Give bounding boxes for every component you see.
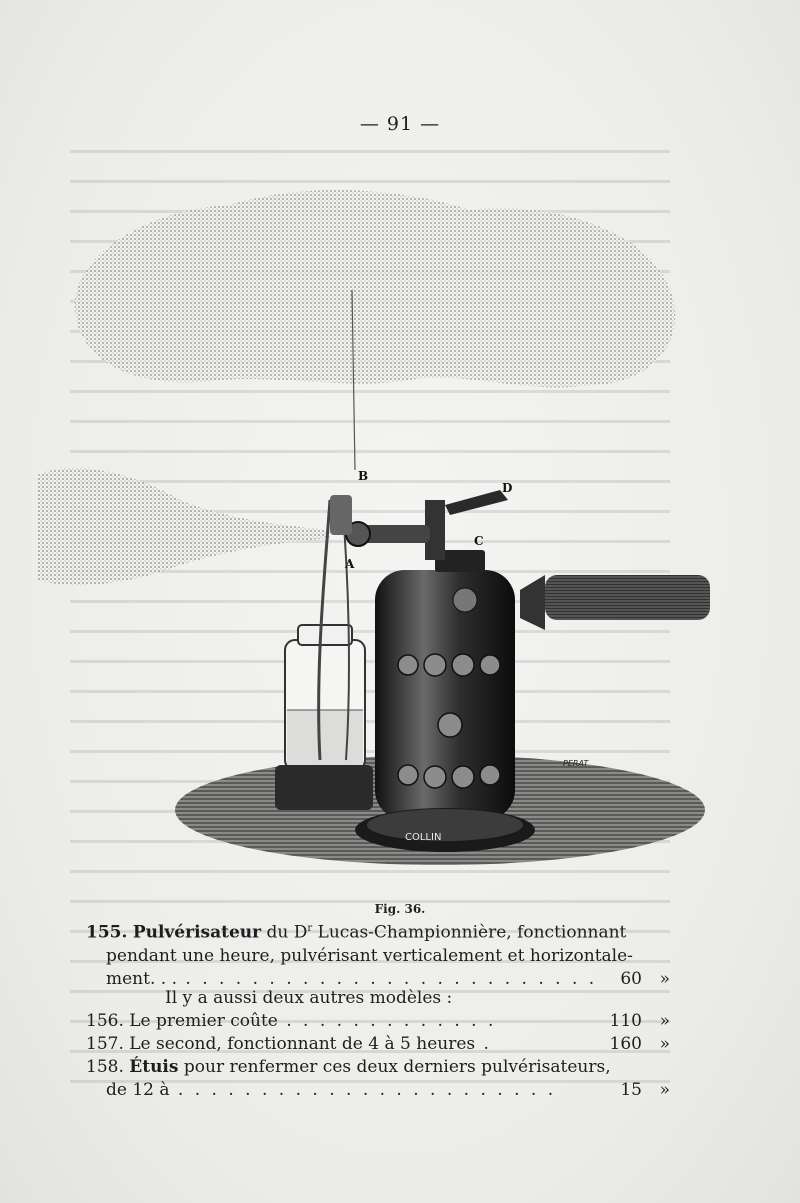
list-item: 158. Étuis pour renfermer ces deux derniers pulvérisateurs, — [86, 1057, 611, 1077]
also-text: Il y a aussi deux autres modèles : — [165, 988, 453, 1008]
list-item: 157. Le second, fonctionnant de 4 à 5 heures . 160 » — [86, 1034, 670, 1054]
page-number: — 91 — — [359, 113, 441, 135]
entry-price-row: ment. . . . . . . . . . . . . . . . . . . . . . . . . . . . 60 » — [106, 968, 670, 989]
entry-text-line2: pendant une heure, pulvérisant verticalement et horizontale- — [106, 945, 633, 966]
vertical-spray-cloud — [75, 190, 675, 387]
boiler — [355, 550, 535, 852]
wooden-handle — [520, 575, 710, 630]
list-item: 156. Le premier coûte . . . . . . . . . . . . . 110 » — [86, 1011, 670, 1031]
horizontal-spray-plume — [38, 468, 330, 585]
entry-number: 155. — [86, 922, 128, 943]
svg-text:PERAT: PERAT — [563, 759, 589, 768]
svg-text:A: A — [345, 557, 355, 571]
svg-text:C: C — [474, 534, 484, 548]
entry-name: Pulvérisateur — [132, 922, 262, 943]
sprayer-engraving — [30, 170, 720, 870]
svg-text:D: D — [502, 481, 513, 495]
svg-text:B: B — [358, 469, 369, 483]
price-list — [86, 1010, 670, 1102]
steam-tube-and-nozzle — [330, 490, 508, 560]
svg-text:COLLIN: COLLIN — [405, 832, 442, 843]
list-item: de 12 à . . . . . . . . . . . . . . . . . . . . . . . 15 » — [106, 1080, 670, 1100]
figure-caption: Fig. 36. — [374, 902, 426, 916]
entry-155: 155. Pulvérisateur du $D^r$ Lucas-Championnière, fonctionnant pendant une heure, pulvérisant verticalement et horizontale- ment. . . . . . . . . . . . . . . . . . . . . . . . . . . . 60 » — [86, 922, 670, 989]
entry-text: du D — [266, 922, 308, 943]
price: 60 — [620, 968, 642, 989]
